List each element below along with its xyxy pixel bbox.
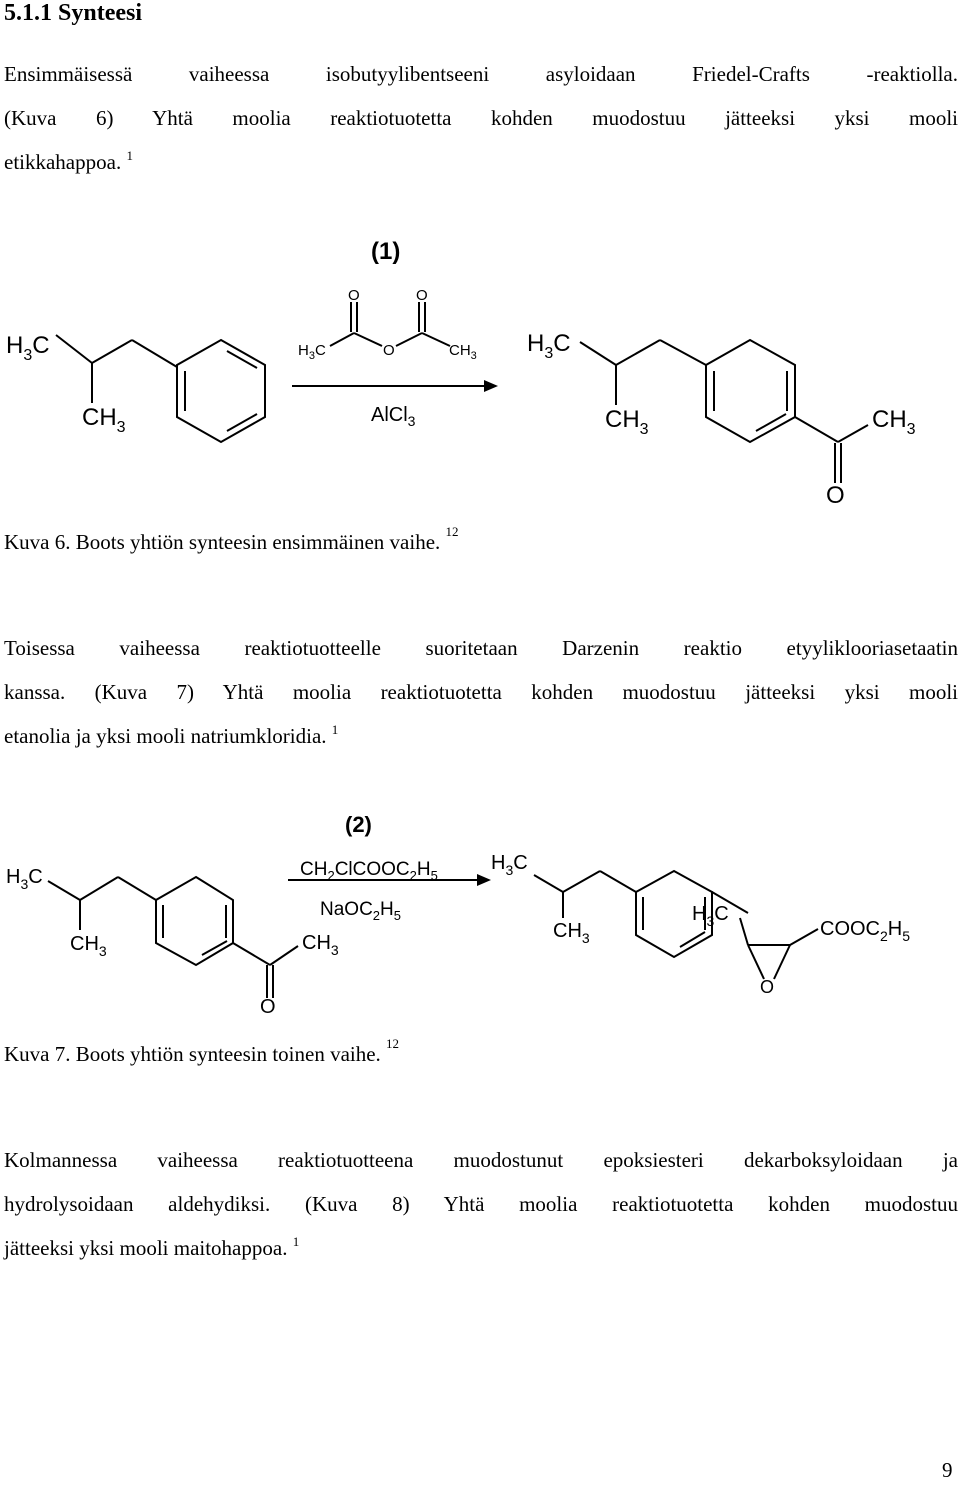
svg-text:CH3: $CH_3$ (605, 406, 649, 438)
paragraph-2 (4, 626, 958, 758)
figure-6-caption (4, 524, 459, 555)
svg-text:H3C: $H_3C$ (692, 903, 729, 929)
paragraph-3-line-3-text: jätteeksi yksi mooli maitohappoa. (4, 1236, 288, 1260)
reaction-scheme-1 (0, 225, 960, 515)
reference-marker: 1 (292, 1234, 300, 1249)
step-label-2: (2) (345, 812, 372, 837)
figure-7-caption-text: Kuva 7. Boots yhtiön synteesin toinen vaihe. (4, 1042, 381, 1066)
svg-text:CH3: $CH_3$ (449, 342, 477, 362)
section-heading: 5.1.1 Synteesi (4, 0, 142, 26)
step-label-1: (1) (371, 238, 401, 265)
svg-text:O: O (416, 287, 428, 304)
svg-text:H3C: $H_3C$ (6, 332, 50, 364)
figure-7-caption (4, 1036, 400, 1067)
svg-text:O: O (348, 287, 360, 304)
svg-text:CH3: $CH_3$ (70, 933, 107, 959)
svg-text:O: O (826, 482, 845, 509)
svg-text:CH3: $CH_3$ (82, 404, 126, 436)
paragraph-1-line-3 (4, 140, 958, 184)
svg-text:O: O (260, 996, 276, 1018)
svg-text:CH3: $CH_3$ (302, 932, 339, 958)
reference-marker: 12 (445, 524, 459, 539)
paragraph-1-line-2: (Kuva 6) Yhtä moolia reaktiotuotetta kohden muodostuu jätteeksi yksi mooli (4, 106, 958, 130)
svg-text:CH3: $CH_3$ (553, 920, 590, 946)
svg-text:COOC2H5: $COOC_2H_5$ (820, 918, 911, 944)
reference-marker: 1 (126, 148, 133, 163)
paragraph-1-line-1: Ensimmäisessä vaiheessa isobutyylibentseeni asyloidaan Friedel-Crafts -reaktiolla. (4, 62, 958, 86)
svg-text:H3C: $H_3C$ (491, 852, 528, 878)
paragraph-3-line-1: Kolmannessa vaiheessa reaktiotuotteena muodostunut epoksiesteri dekarboksyloidaan ja (4, 1148, 958, 1172)
svg-text:O: O (383, 342, 395, 359)
svg-text:H3C: $H_3C$ (527, 330, 571, 362)
paragraph-2-line-3 (4, 714, 958, 758)
figure-6-caption-text: Kuva 6. Boots yhtiön synteesin ensimmäinen vaihe. (4, 530, 441, 554)
paragraph-1-line-3-text: etikkahappoa. (4, 150, 122, 174)
svg-text:NaOC2H5: $NaOC_2H_5$ (320, 899, 401, 923)
paragraph-2-line-1: Toisessa vaiheessa reaktiotuotteelle suoritetaan Darzenin reaktio etyyliklooriasetaatin (4, 636, 958, 660)
paragraph-3-line-3 (4, 1226, 958, 1270)
reaction-scheme-2 (0, 805, 960, 1020)
paragraph-2-line-2: kanssa. (Kuva 7) Yhtä moolia reaktiotuotetta kohden muodostuu jätteeksi yksi mooli (4, 680, 958, 704)
page-number: 9 (942, 1458, 953, 1482)
reference-marker: 1 (331, 722, 339, 737)
svg-text:CH2ClCOOC2H5: $CH_2ClCOOC_2H_5$ (300, 859, 438, 883)
svg-text:CH3: $CH_3$ (872, 406, 916, 438)
paragraph-1 (4, 52, 958, 184)
svg-text:H3C: $H_3C$ (298, 342, 326, 362)
reference-marker: 12 (386, 1036, 400, 1051)
svg-text:H3C: $H_3C$ (6, 866, 43, 892)
paragraph-2-line-3-text: etanolia ja yksi mooli natriumkloridia. (4, 724, 327, 748)
svg-text:O: O (760, 977, 775, 997)
paragraph-3 (4, 1138, 958, 1270)
paragraph-3-line-2: hydrolysoidaan aldehydiksi. (Kuva 8) Yhtä moolia reaktiotuotetta kohden muodostuu (4, 1192, 958, 1216)
svg-text:AlCl3: AlCl$_3$ (371, 404, 416, 429)
